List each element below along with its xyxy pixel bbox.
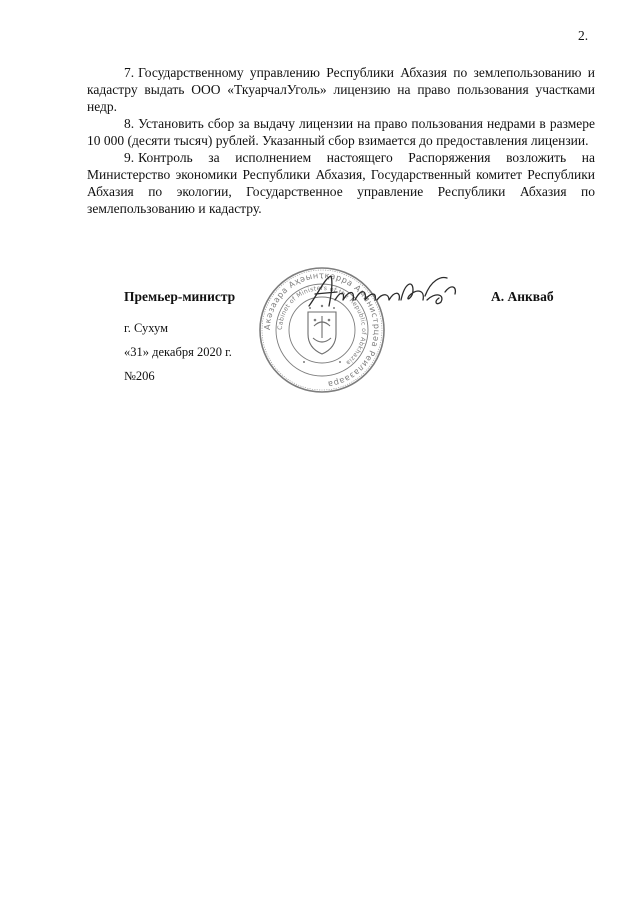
paragraph-number: 8. bbox=[124, 116, 135, 131]
page-number: 2. bbox=[578, 28, 589, 43]
seal-outer-text: Акәзаара Аҳәынҭқарра Аминистрцәа Реилазаара bbox=[261, 269, 383, 390]
signatory-title: Премьер-министр bbox=[124, 289, 236, 304]
paragraph-number: 9. bbox=[124, 150, 135, 165]
paragraph-text: Государственному управлению Республики Абхазия по землепользованию и кадастру выдать ООО «ТкуарчалУголь» лицензию на право пользования участками недр. bbox=[87, 65, 595, 114]
signature-block bbox=[0, 0, 640, 420]
seal-inner-text: Cabinet of Ministers of the Republic of Abkhazia bbox=[276, 284, 368, 367]
paragraph-text: Контроль за исполнением настоящего Распоряжения возложить на Министерство экономики Республики Абхазия, Государственный комитет Республики Абхазия по экологии, Государственное управление Республики Абхазия по землепользованию и кадастру. bbox=[87, 150, 595, 216]
signatory-name: А. Анкваб bbox=[491, 289, 554, 304]
paragraph-number: 7. bbox=[124, 65, 135, 80]
handwritten-signature-icon bbox=[305, 272, 475, 312]
document-city: г. Сухум bbox=[124, 321, 169, 335]
document-date: «31» декабря 2020 г. bbox=[124, 345, 232, 359]
document-number: №206 bbox=[124, 369, 155, 383]
paragraph-text: Установить сбор за выдачу лицензии на право пользования недрами в размере 10 000 (десяти тысяч) рублей. Указанный сбор взимается до предоставления лицензии. bbox=[87, 116, 595, 148]
